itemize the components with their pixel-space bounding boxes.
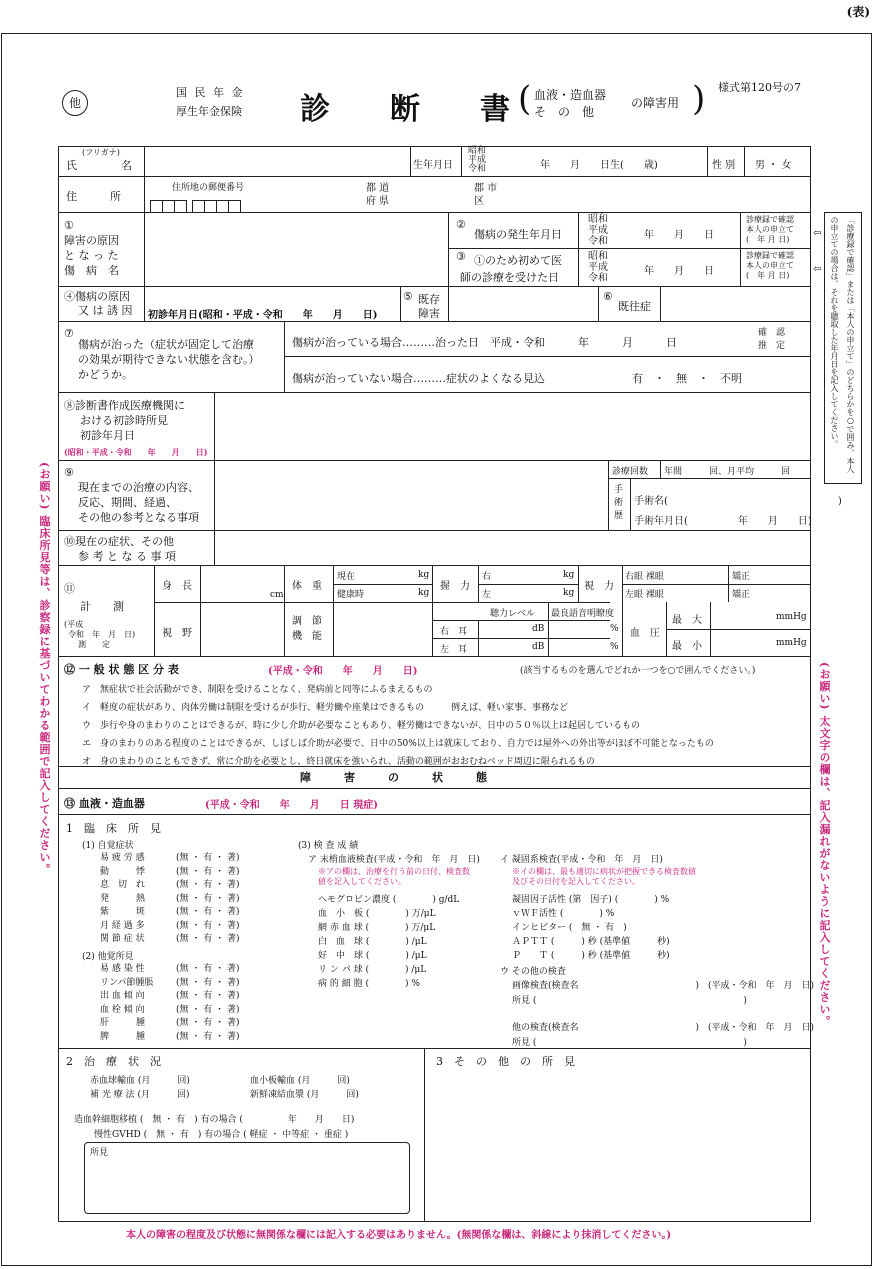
hearing-label: 聴力レベル (490, 609, 536, 619)
symptom-item: 紫 斑 (100, 907, 146, 917)
platelet-transfusion[interactable]: 血小板輸血 (月 回) (250, 1076, 350, 1086)
severity-option: (無 ・ 有 ・ 著) (176, 893, 240, 904)
other-mark: 他 (62, 90, 88, 116)
severity-option: (無 ・ 有 ・ 著) (176, 1031, 240, 1042)
s3-label: ①のため初めて医 師の診療を受けた日 (460, 254, 562, 284)
s3-no: ③ (456, 250, 466, 263)
s2-no: ② (456, 218, 466, 231)
test-u-title: ウ その他の検査 (500, 967, 566, 977)
severity-option: (無 ・ 有 ・ 著) (176, 880, 240, 890)
grip-left: 左 (482, 590, 492, 600)
s12-note: (該当するものを選んでどれか一つを○で囲んでください。) (520, 666, 756, 676)
right-margin-note: (お願い) 太文字の欄は、記入漏れがないように記入してください。 (818, 662, 831, 1028)
birth-date: 年 月 日生( 歳) (540, 160, 658, 171)
paren-close: ) (692, 79, 706, 119)
finding-label: 所見 (90, 1148, 109, 1158)
sex-label: 性 別 (712, 160, 736, 171)
s11-label: 計 測 (80, 600, 124, 613)
s7-prospect-options[interactable]: 有 ・ 無 ・ 不明 (632, 372, 742, 385)
s13-date: (平成・令和 年 月 日 現症) (205, 800, 378, 811)
right-eye: 右眼 裸眼 (625, 572, 664, 582)
coagulation-test-item: ＡＰＴＴ ( ) 秒 (基準値 秒) (512, 937, 670, 947)
state-header: 障 害 の 状 態 (300, 771, 487, 784)
grip-right: 右 (482, 572, 492, 582)
blood-test-item: 病 的 細 胞 ( ) % (318, 979, 420, 989)
s2-label: 傷病の発生年月日 (474, 228, 562, 241)
s7-no: ⑦ (64, 327, 74, 340)
symptom-item: 月 経 過 多 (100, 920, 145, 931)
category-2: そ の 他 (534, 105, 595, 119)
finding-item: 肝 腫 (100, 1018, 146, 1028)
prefecture-label: 都 道 府 県 (366, 183, 390, 207)
s9-label: ⑨ 現在までの治療の内容、 反応、期間、経過、 その他の参考となる事項 (64, 466, 199, 524)
city-label: 郡 市 区 (474, 183, 498, 207)
finding-item: 易 感 染 性 (100, 964, 145, 974)
weight-label: 体 重 (292, 581, 322, 592)
paren-open: ( (518, 79, 532, 119)
tests-heading: (3) 検 査 成 績 (298, 841, 359, 851)
side-label: (表) (846, 5, 870, 19)
db-1: dB (532, 624, 545, 634)
treatment-heading: 2 治 療 状 況 (66, 1055, 161, 1068)
other-finding[interactable]: 所見 ( ) (512, 1038, 747, 1048)
sex-options[interactable]: 男 ・ 女 (755, 160, 792, 171)
s9-surgery-date[interactable]: 手術年月日( 年 月 日) (634, 516, 812, 527)
s2-date: 年 月 日 (644, 230, 714, 241)
test-i-note: ※イの欄は、最も適切に病状が把握できる検査数値 及びその日付を記入してください。 (512, 867, 696, 886)
weight-unit-1: kg (418, 570, 430, 580)
name-field[interactable] (148, 150, 404, 172)
symptom-item: 息 切 れ (100, 880, 146, 890)
s5-label: 既存 障害 (418, 293, 440, 320)
arrow-icon: ⇦ (813, 228, 822, 239)
s13-title: ⑬ 血液・造血器 (64, 797, 145, 810)
birth-era[interactable]: 昭和 平成 令和 (468, 146, 487, 174)
finding-item: 血 栓 傾 向 (100, 1004, 145, 1015)
joint-label: 調 節 機 能 (292, 616, 322, 642)
confirm-note: 「診療録で確認」または「本人の申立て」のどちらかを○で囲み、本人の申立ての場合は、それを聴取した年月日を記入してください。 (830, 216, 855, 473)
s9-visits: 診療回数 (612, 467, 649, 477)
height-label: 身 長 (162, 581, 192, 592)
s11-no: ⑪ (64, 582, 75, 595)
s7-cured: 傷病が治っている場合………治った日 平成・令和 年 月 日 (292, 336, 677, 349)
s4-first-visit: 初診年月日(昭和・平成・令和 年 月 日) (148, 310, 378, 321)
coagulation-test-item: 凝固因子活性 (第 因子) ( ) % (512, 895, 670, 905)
name-label: 氏 名 (66, 159, 132, 172)
image-finding[interactable]: 所見 ( ) (512, 996, 747, 1006)
s1-label: ① 障害の原因 と な っ た 傷 病 名 (64, 219, 119, 277)
blood-test-item: 好 中 球 ( ) /μL (318, 951, 427, 961)
s7-not-cured: 傷病が治っていない場合………症状のよくなる見込 (292, 372, 545, 385)
coagulation-test-item: インヒビター ( 無 ・ 有 ) (512, 923, 627, 933)
speech-label: 最良語音明瞭度 (551, 609, 615, 619)
s12-title: ⑫ 一 般 状 態 区 分 表 (64, 663, 179, 676)
s10-label: ⑩現在の症状、その他 参 考 と な る 事 項 (64, 535, 176, 563)
symptom-item: 動 悸 (100, 866, 146, 877)
symptom-item: 易 疲 労 感 (100, 853, 145, 863)
coagulation-test-item: ｖＷＦ活性 ( ) % (512, 909, 615, 919)
pct-2: % (610, 642, 619, 652)
mmhg-2: mmHg (776, 638, 807, 648)
footer-note: 本人の障害の程度及び状態に無関係な欄には記入する必要はありません。(無関係な欄は、斜線により抹消してください。) (126, 1230, 672, 1241)
objective-heading: (2) 他覚所見 (82, 952, 134, 962)
severity-option: (無 ・ 有 ・ 著) (176, 934, 240, 944)
severity-option: (無 ・ 有 ・ 著) (176, 907, 240, 917)
insurance-type-1: 国 民 年 金 (176, 86, 245, 99)
hsct[interactable]: 造血幹細胞移植 ( 無 ・ 有 ) 有の場合 ( 年 月 日) (74, 1115, 355, 1125)
objective-list (100, 963, 153, 1044)
s3-date: 年 月 日 (644, 266, 714, 277)
ffp-transfusion[interactable]: 新鮮凍結血漿 (月 回) (250, 1090, 359, 1100)
severity-option: (無 ・ 有 ・ 著) (176, 853, 240, 863)
bp-label: 血 圧 (630, 628, 660, 639)
insurance-type-2: 厚生年金保険 (176, 105, 242, 118)
other-exam[interactable]: 他の検査(検査名 ) (平成・令和 年 月 日) (512, 1023, 815, 1033)
birth-label: 生年月日 (413, 160, 453, 171)
s12-item-i[interactable]: イ 軽度の症状があり、肉体労働は制限を受けるが歩行、軽労働や座業はできるもの 例えば、軽い家事、事務など (82, 703, 569, 713)
blood-test-item: 網 赤 血 球 ( ) 万/μL (318, 923, 436, 933)
grip-unit-2: kg (563, 588, 575, 598)
postal-boxes[interactable] (150, 196, 240, 215)
blood-test-item: 白 血 球 ( ) /μL (318, 937, 427, 947)
rbc-transfusion[interactable]: 赤血球輸血 (月 回) (90, 1076, 190, 1086)
vision-label: 視 力 (584, 581, 614, 592)
finding-item: 脾 腫 (100, 1031, 146, 1042)
category-suffix: の障害用 (631, 96, 680, 110)
right-ear: 右 耳 (440, 627, 468, 637)
weight-unit-2: kg (418, 588, 430, 598)
s12-item-o[interactable]: オ 身のまわりのこともできず、常に介助を必要とし、終日就床を強いられ、活動の範囲がおおむねベッド周辺に限られるもの (82, 757, 595, 767)
s3-era[interactable]: 昭和 平成 令和 (588, 251, 608, 284)
bp-min: 最 小 (672, 641, 702, 652)
finding-box[interactable] (84, 1142, 410, 1214)
address-label: 住 所 (66, 190, 121, 203)
left-ear: 左 耳 (440, 645, 468, 655)
chronic-gvhd[interactable]: 慢性GVHD ( 無 ・ 有 ) 有の場合 ( 軽症 ・ 中等症 ・ 重症 ) (94, 1130, 349, 1140)
severity-option: (無 ・ 有 ・ 著) (176, 920, 240, 931)
form-number: 様式第120号の7 (718, 81, 801, 94)
weight-healthy: 健康時 (337, 590, 365, 600)
s9-surgery-name[interactable]: 手術名( ) (634, 496, 842, 507)
finding-item: リンパ節腫脹 (100, 977, 154, 988)
weight-current: 現在 (337, 572, 356, 582)
subjective-heading: (1) 自覚症状 (82, 841, 134, 851)
s12-item-e[interactable]: エ 身のまわりのある程度のことはできるが、しばしば介助が必要で、日中の50%以上は就床しており、自力では屋外への外出等がほぼ不可能となったもの (82, 739, 714, 749)
others-heading: 3 そ の 他 の 所 見 (436, 1055, 575, 1068)
objective-options[interactable] (176, 963, 239, 1044)
arrow-icon: ⇦ (813, 264, 822, 275)
left-corrected: 矯正 (732, 590, 751, 600)
s11-measured-date: (平成 令和 年 月 日) 測 定 (64, 620, 136, 649)
coagulation-test-item: Ｐ Ｔ ( ) 秒 (基準値 秒) (512, 951, 670, 961)
grip-label: 握 力 (440, 581, 470, 592)
db-2: dB (532, 642, 545, 652)
test-i-title: イ 凝固系検査(平成・令和 年 月 日) (500, 855, 663, 865)
severity-option: (無 ・ 有 ・ 著) (176, 991, 240, 1001)
left-margin-note: (お願い) 臨床所見等は、診察録に基づいてわかる範囲で記入してください。 (38, 462, 51, 876)
s8-label: ⑧診断書作成医療機関に おける初診時所見 初診年月日 (64, 399, 185, 442)
severity-option: (無 ・ 有 ・ 著) (176, 964, 240, 974)
category-1: 血液・造血器 (534, 88, 607, 102)
s12-item-a[interactable]: ア 無症状で社会活動ができ、制限を受けることなく、発病前と同等にふるまえるもの (82, 685, 433, 695)
finding-item: 出 血 傾 向 (100, 991, 145, 1001)
s6-label: 既往症 (618, 300, 651, 313)
s7-label: 傷病が治った（症状が固定して治療 の効果が期待できない状態を含む。） かどうか。 (78, 338, 260, 381)
postal-label: 住所地の郵便番号 (172, 183, 245, 193)
s8-date: (昭和・平成・令和 年 月 日) (64, 447, 208, 457)
clinical-heading: 1 臨 床 所 見 (66, 822, 161, 835)
right-corrected: 矯正 (732, 572, 751, 582)
height-unit: cm (270, 590, 284, 600)
s9-surgery-label: 手 術 歴 (614, 485, 624, 521)
s2-confirm[interactable]: 診療録で確認 本人の申立て ( 年 月 日) (746, 215, 794, 244)
image-exam[interactable]: 画像検査(検査名 ) (平成・令和 年 月 日) (512, 981, 815, 991)
test-a-note: ※アの欄は、治療を行う前の日付、検査数 値を記入してください。 (318, 867, 470, 886)
grip-unit-1: kg (563, 570, 575, 580)
symptom-item: 発 熱 (100, 893, 146, 904)
field-label: 視 野 (162, 628, 192, 639)
s5-no: ⑤ (403, 290, 413, 303)
pct-1: % (610, 624, 619, 634)
severity-option: (無 ・ 有 ・ 著) (176, 977, 240, 988)
subjective-list (100, 852, 145, 947)
blood-test-item: 血 小 板 ( ) 万/μL (318, 909, 436, 919)
blood-test-item: リ ン パ 球 ( ) /μL (318, 965, 427, 975)
subjective-options[interactable] (176, 852, 239, 947)
mmhg-1: mmHg (776, 612, 807, 622)
test-a-title: ア 末梢血液検査(平成・令和 年 月 日) (308, 855, 480, 865)
s12-date: (平成・令和 年 月 日) (268, 666, 418, 677)
test-a-items[interactable] (318, 893, 459, 991)
s4-label: ④傷病の原因 又 は 誘 因 (64, 290, 133, 317)
severity-option: (無 ・ 有 ・ 著) (176, 1018, 240, 1028)
furigana-label: (フリガナ) (82, 148, 120, 157)
test-i-items[interactable] (512, 893, 670, 963)
s7-cured-tag[interactable]: 確 認 推 定 (758, 328, 786, 351)
page-title: 診 断 書 (300, 92, 510, 127)
s2-era[interactable]: 昭和 平成 令和 (588, 214, 608, 247)
severity-option: (無 ・ 有 ・ 著) (176, 866, 240, 877)
severity-option: (無 ・ 有 ・ 著) (176, 1004, 240, 1015)
s9-visits-detail: 年間 回、月平均 回 (664, 467, 791, 477)
blood-test-item: ヘモグロビン濃度 ( ) g/dL (318, 895, 460, 905)
left-eye: 左眼 裸眼 (625, 590, 664, 600)
phototherapy[interactable]: 補 光 療 法 (月 回) (90, 1090, 190, 1100)
s3-confirm[interactable]: 診療録で確認 本人の申立て ( 年 月 日) (746, 251, 794, 280)
symptom-item: 関 節 症 状 (100, 934, 145, 944)
s12-item-u[interactable]: ウ 歩行や身のまわりのことはできるが、時に少し介助が必要なこともあり、軽労働はできないが、日中の５０％以上は起居しているもの (82, 721, 641, 731)
s6-no: ⑥ (603, 290, 613, 303)
bp-max: 最 大 (672, 615, 702, 626)
